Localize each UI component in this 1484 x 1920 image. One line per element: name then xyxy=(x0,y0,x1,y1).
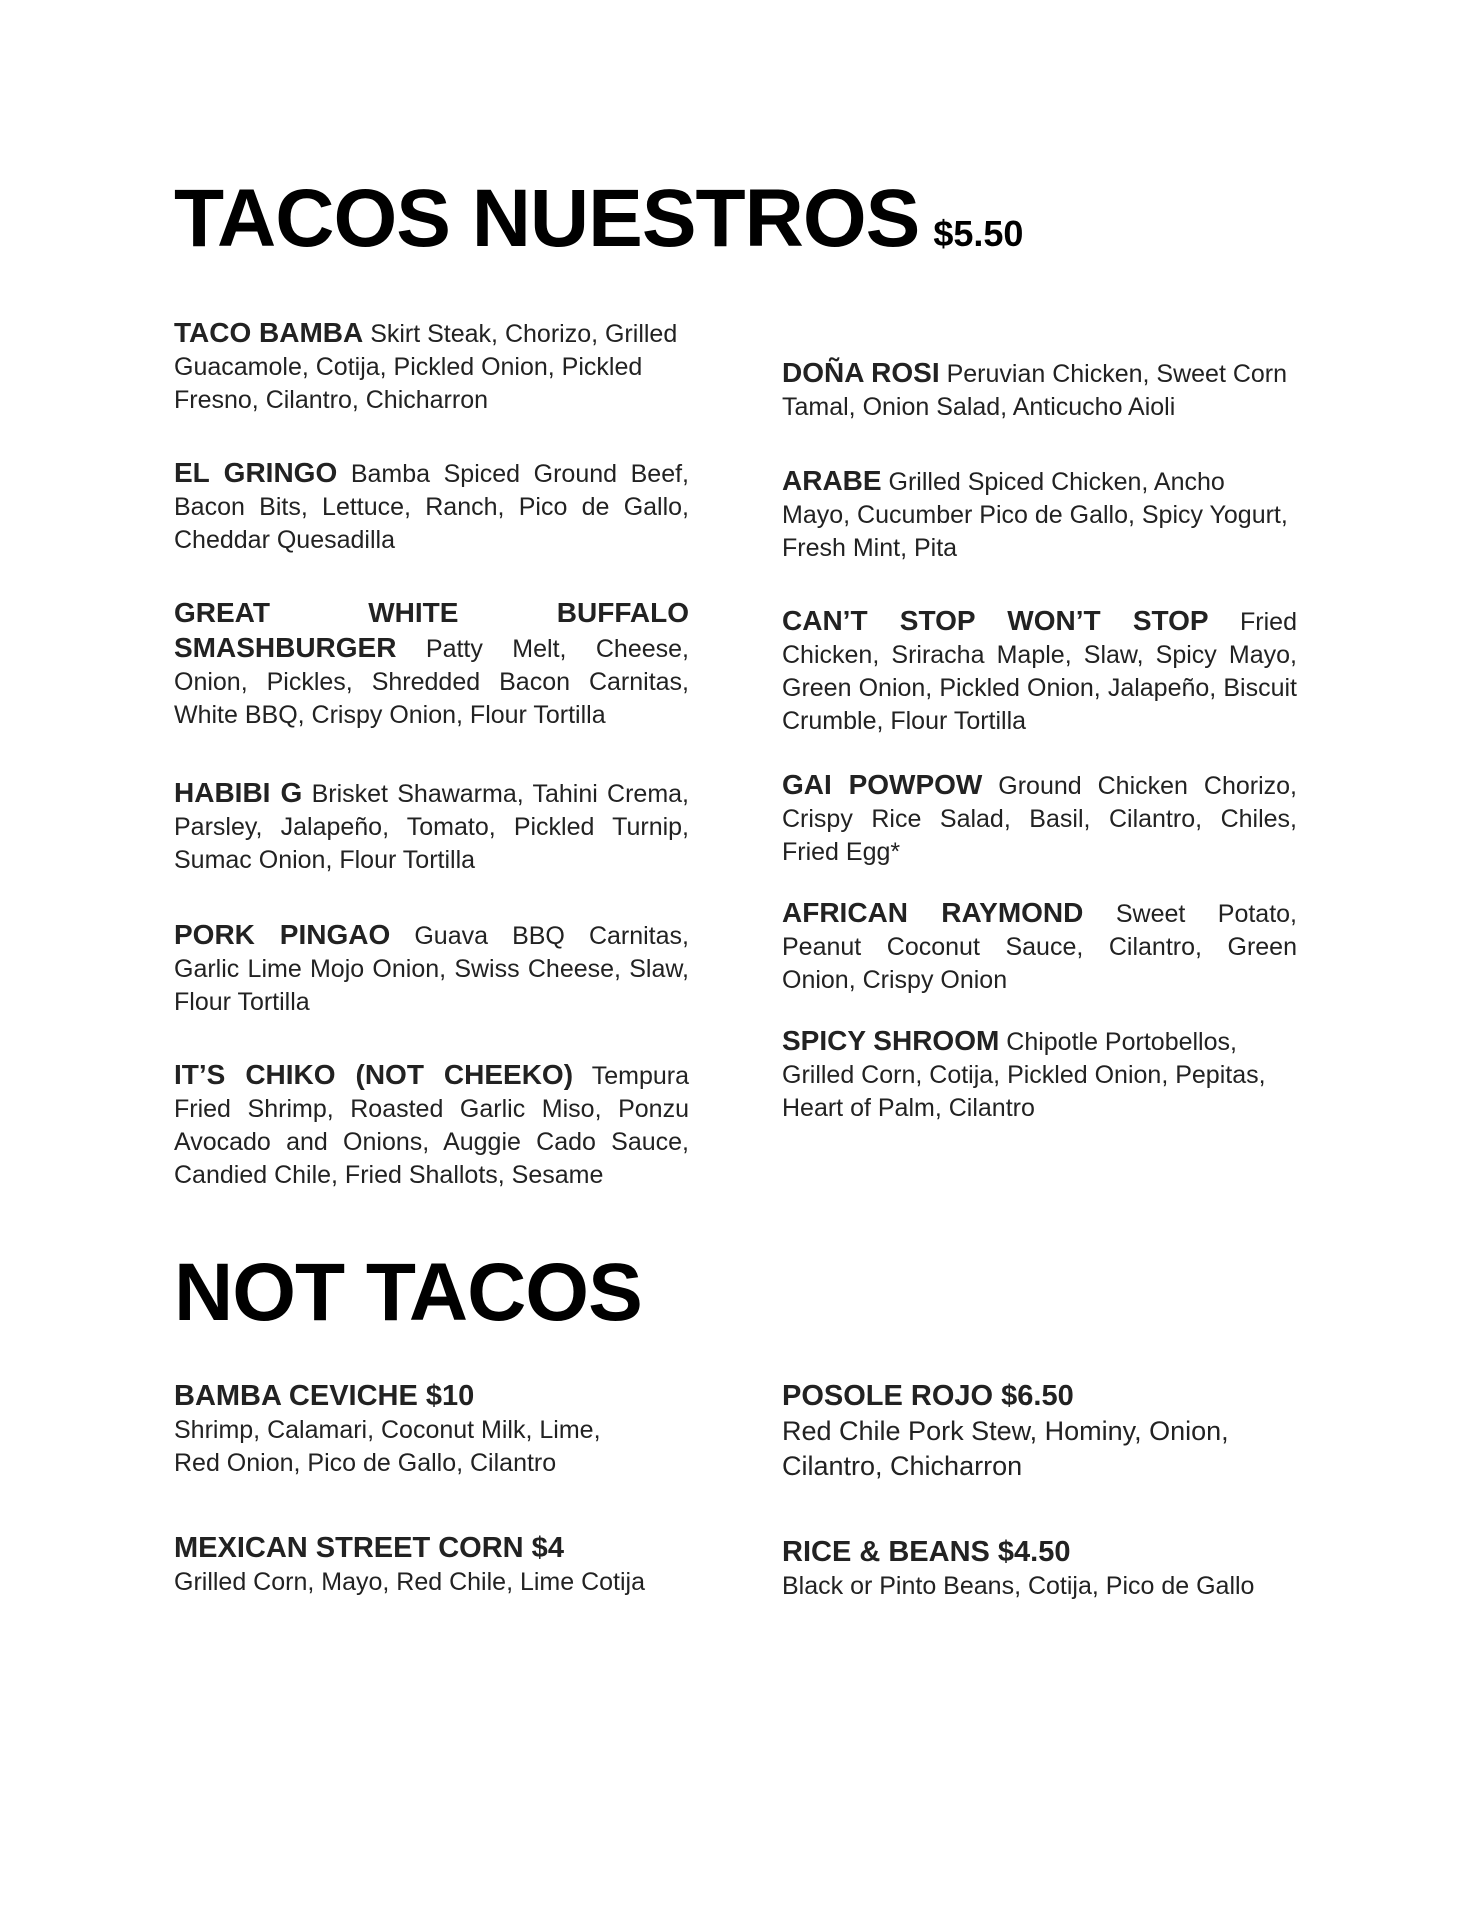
menu-item-rice-and-beans xyxy=(782,1534,1342,1603)
item-description: Fried Chicken, Sriracha Maple, Slaw, Spicy Mayo, Green Onion, Pickled Onion, Jalapeño, Biscuit Crumble, Flour Tortilla xyxy=(782,608,1297,735)
section-title: NOT TACOS xyxy=(174,1247,642,1338)
menu-item-pork-pingao xyxy=(174,918,689,1019)
section-title: TACOS NUESTROS xyxy=(174,173,920,264)
item-description: Red Chile Pork Stew, Hominy, Onion, Cilantro, Chicharron xyxy=(782,1416,1229,1481)
menu-item-habibi-g xyxy=(174,776,689,877)
menu-item-posole-rojo xyxy=(782,1378,1342,1484)
tacos-nuestros-heading xyxy=(174,172,1023,266)
item-name: EL GRINGO xyxy=(174,457,338,488)
menu-item-bamba-ceviche xyxy=(174,1378,734,1480)
item-description: Guava BBQ Carnitas, Garlic Lime Mojo Onion, Swiss Cheese, Slaw, Flour Tortilla xyxy=(174,922,689,1016)
item-description: Grilled Corn, Mayo, Red Chile, Lime Cotija xyxy=(174,1568,646,1596)
item-description: Tempura Fried Shrimp, Roasted Garlic Miso, Ponzu Avocado and Onions, Auggie Cado Sauce, Candied Chile, Fried Shallots, Sesame xyxy=(174,1062,689,1189)
item-name: AFRICAN RAYMOND xyxy=(782,897,1084,928)
item-description: Grilled Spiced Chicken, Ancho Mayo, Cucumber Pico de Gallo, Spicy Yogurt, Fresh Mint, Pita xyxy=(782,468,1288,562)
item-name: GAI POWPOW xyxy=(782,769,983,800)
item-description: Skirt Steak, Chorizo, Grilled Guacamole, Cotija, Pickled Onion, Pickled Fresno, Cilantro, Chicharron xyxy=(174,320,678,414)
item-name: CAN’T STOP WON’T STOP xyxy=(782,605,1209,636)
menu-item-african-raymond xyxy=(782,896,1297,997)
menu-item-mexican-street-corn xyxy=(174,1530,734,1599)
menu-item-el-gringo xyxy=(174,456,689,557)
item-description: Brisket Shawarma, Tahini Crema, Parsley, Jalapeño, Tomato, Pickled Turnip, Sumac Onion, Flour Tortilla xyxy=(174,780,690,874)
item-name: ARABE xyxy=(782,465,882,496)
item-description: Ground Chicken Chorizo, Crispy Rice Salad, Basil, Cilantro, Chiles, Fried Egg* xyxy=(782,772,1297,866)
menu-item-spicy-shroom xyxy=(782,1024,1297,1125)
menu-item-cant-stop-wont-stop xyxy=(782,604,1297,738)
item-description: Patty Melt, Cheese, Onion, Pickles, Shredded Bacon Carnitas, White BBQ, Crispy Onion, Flour Tortilla xyxy=(174,635,689,729)
item-name: HABIBI G xyxy=(174,777,303,808)
item-description: Peruvian Chicken, Sweet Corn Tamal, Onion Salad, Anticucho Aioli xyxy=(782,360,1288,421)
item-name: RICE & BEANS $4.50 xyxy=(782,1536,1071,1568)
item-description: Bamba Spiced Ground Beef, Bacon Bits, Lettuce, Ranch, Pico de Gallo, Cheddar Quesadilla xyxy=(174,460,689,554)
menu-item-dona-rosi xyxy=(782,356,1297,424)
item-name: GREAT WHITE BUFFALO SMASHBURGER xyxy=(174,597,689,663)
menu-item-its-chiko xyxy=(174,1058,689,1192)
item-description: Black or Pinto Beans, Cotija, Pico de Gallo xyxy=(782,1572,1255,1600)
menu-item-gai-powpow xyxy=(782,768,1297,869)
menu-item-arabe xyxy=(782,464,1297,565)
item-description: Sweet Potato, Peanut Coconut Sauce, Cilantro, Green Onion, Crispy Onion xyxy=(782,900,1298,994)
item-name: DOÑA ROSI xyxy=(782,357,940,388)
not-tacos-heading xyxy=(174,1246,642,1340)
section-price: $5.50 xyxy=(933,213,1024,254)
item-name: PORK PINGAO xyxy=(174,919,391,950)
item-name: POSOLE ROJO $6.50 xyxy=(782,1380,1074,1412)
item-name: MEXICAN STREET CORN $4 xyxy=(174,1532,564,1564)
item-name: TACO BAMBA xyxy=(174,317,364,348)
menu-item-taco-bamba xyxy=(174,316,689,417)
menu-item-great-white-buffalo xyxy=(174,596,689,732)
item-name: SPICY SHROOM xyxy=(782,1025,1000,1056)
item-description: Shrimp, Calamari, Coconut Milk, Lime, Red Onion, Pico de Gallo, Cilantro xyxy=(174,1416,601,1477)
item-description: Chipotle Portobellos, Grilled Corn, Cotija, Pickled Onion, Pepitas, Heart of Palm, Cilantro xyxy=(782,1028,1266,1122)
item-name: BAMBA CEVICHE $10 xyxy=(174,1380,475,1412)
item-name: IT’S CHIKO (NOT CHEEKO) xyxy=(174,1059,574,1090)
